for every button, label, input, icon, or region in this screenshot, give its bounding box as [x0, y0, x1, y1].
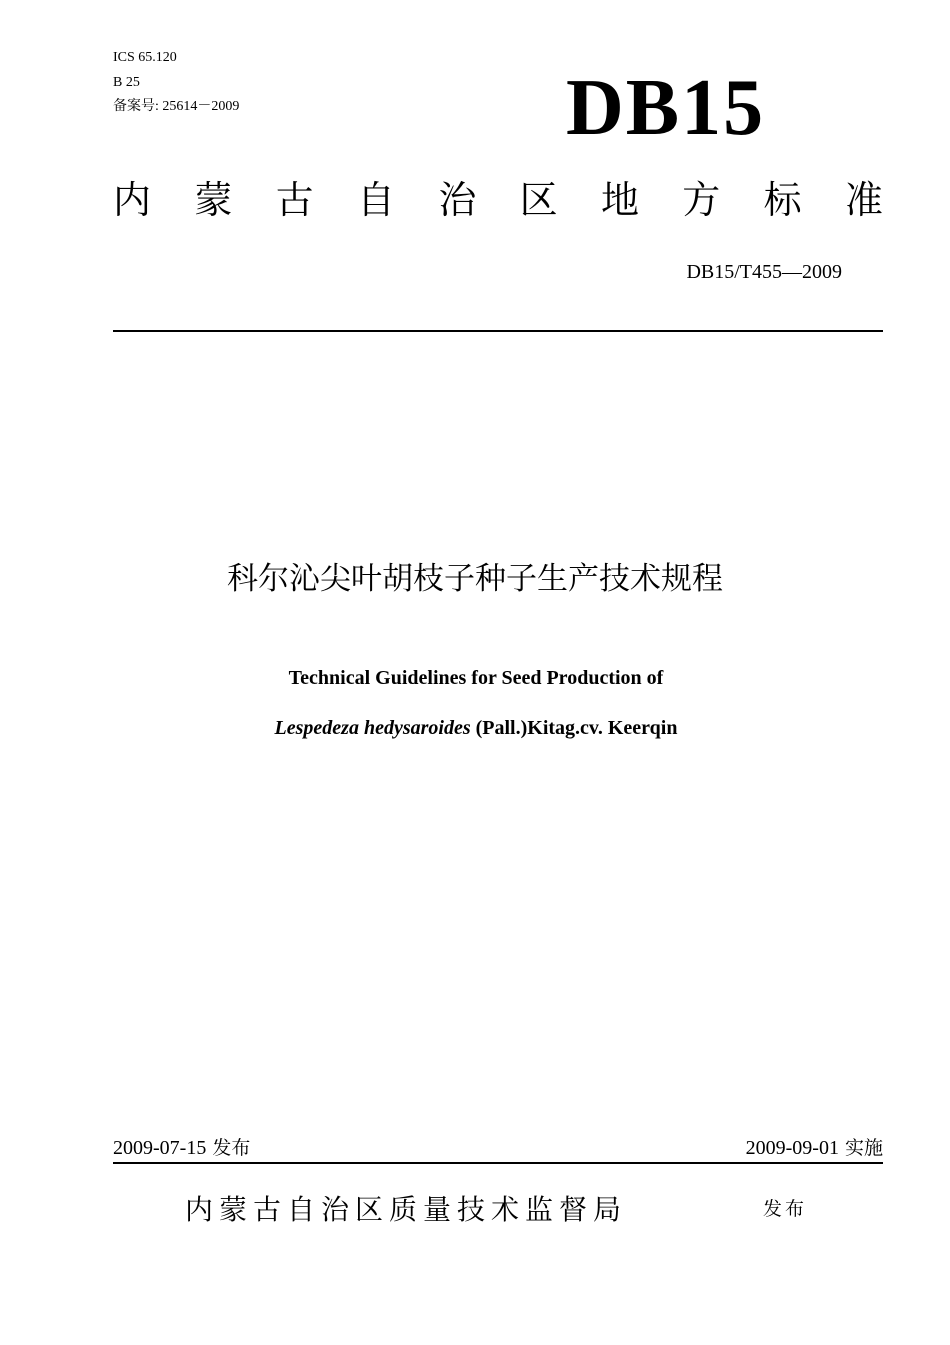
ics-code: ICS 65.120 — [113, 50, 177, 65]
standard-type-char: 内 — [113, 178, 152, 222]
footer-divider — [113, 1162, 883, 1164]
implement-date: 2009-09-01 — [745, 1137, 839, 1159]
issue-date-line — [113, 1135, 250, 1161]
standard-type-char: 方 — [682, 178, 721, 222]
classification-code: B 25 — [113, 75, 140, 90]
header-divider — [113, 330, 883, 332]
standard-type-char: 地 — [600, 178, 639, 222]
standard-type-char: 标 — [763, 178, 802, 222]
standard-type-char: 治 — [438, 178, 477, 222]
standard-type-char: 古 — [275, 178, 314, 222]
publish-label: 发布 — [763, 1198, 808, 1220]
document-title-english-line1: Technical Guidelines for Seed Production of — [288, 667, 664, 689]
species-name: Lespedeza hedysaroides — [274, 717, 471, 739]
registration-number: 备案号: 25614－2009 — [113, 99, 240, 114]
standard-logo: DB15 — [566, 64, 766, 152]
standard-type-char: 蒙 — [194, 178, 233, 222]
standard-type-char: 自 — [356, 178, 395, 222]
standard-type-char: 区 — [519, 178, 558, 222]
document-title-english-line2 — [0, 715, 950, 741]
issue-label: 发布 — [206, 1137, 251, 1159]
standard-type-char: 准 — [844, 178, 883, 222]
standard-number: DB15/T455—2009 — [686, 261, 842, 283]
implement-date-line — [746, 1135, 883, 1161]
issue-date: 2009-07-15 — [113, 1137, 207, 1159]
implement-label: 实施 — [838, 1137, 883, 1159]
standard-type-heading — [113, 175, 883, 225]
document-title-chinese: 科尔沁尖叶胡枝子种子生产技术规程 — [227, 561, 723, 597]
issuing-authority: 内蒙古自治区质量技术监督局 — [185, 1193, 628, 1226]
species-suffix: (Pall.)Kitag.cv. Keerqin — [470, 717, 678, 739]
